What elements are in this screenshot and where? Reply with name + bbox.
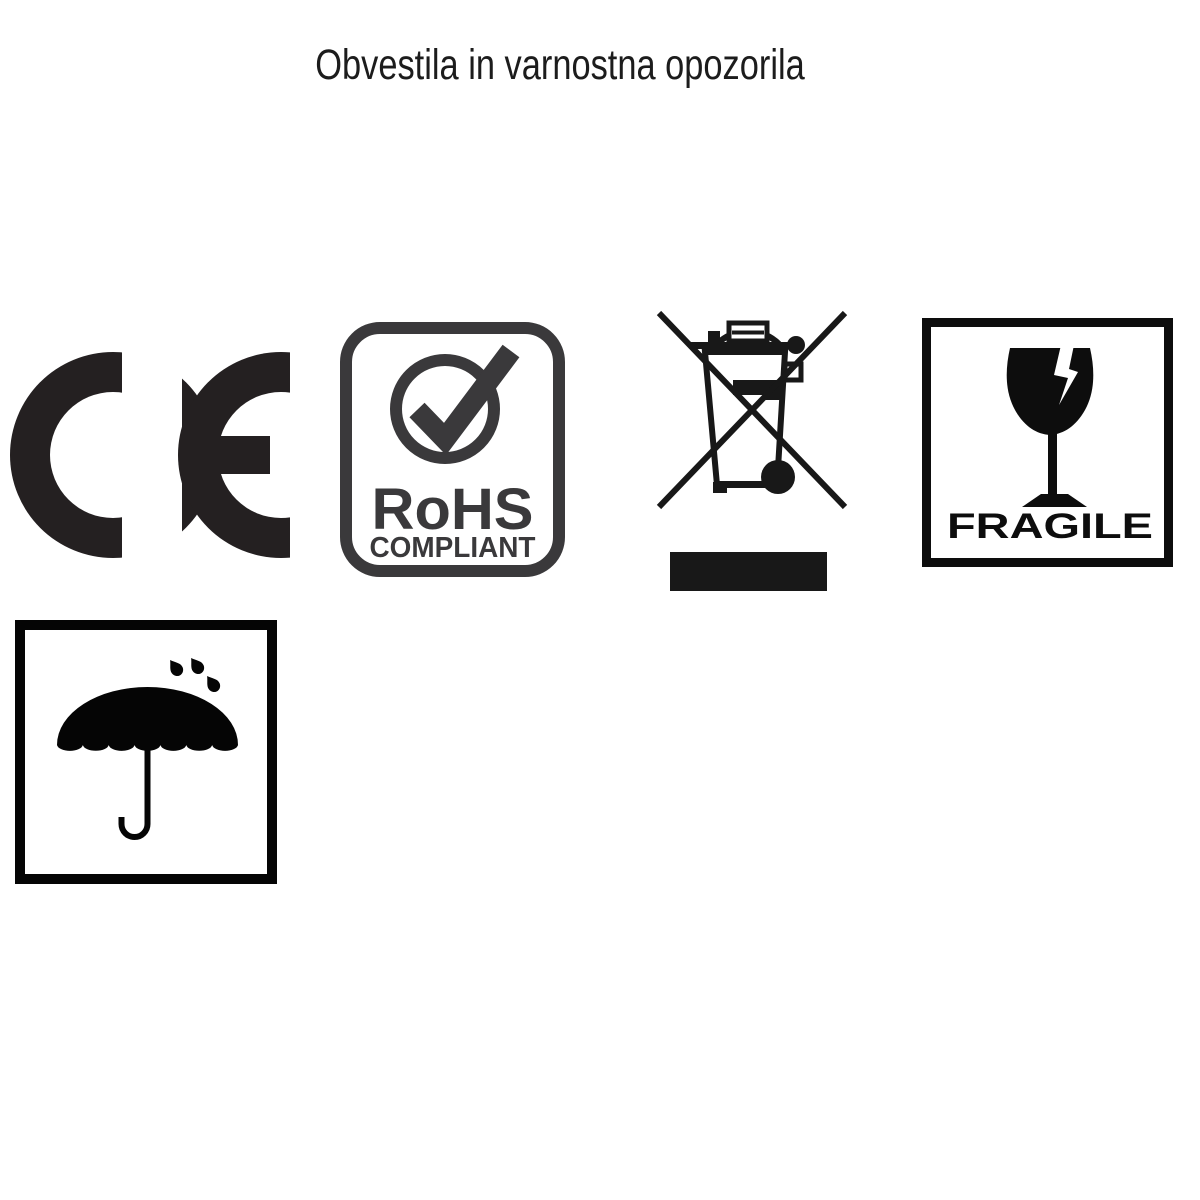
raindrop-icon [186,654,207,676]
raindrop-icon [165,656,186,678]
weee-bottom-bar [670,552,827,591]
umbrella-handle [122,740,148,837]
rohs-subtitle: COMPLIANT [369,532,536,564]
weee-crossed-out-bin-icon [655,300,850,600]
rohs-compliant-badge-icon [340,322,565,577]
raindrops [165,654,223,694]
weee-wheel [761,460,795,494]
fragile-broken-glass-icon [922,318,1173,567]
weee-lid-line [691,342,798,349]
weee-foot [713,482,727,493]
rohs-title: RoHS [371,477,534,542]
weee-left-handle [708,331,720,350]
raindrop-icon [202,672,223,694]
fragile-glass-stem [1048,431,1057,497]
keep-dry-umbrella-icon [15,620,277,884]
ce-mark-icon [10,352,290,558]
ce-letter-e [178,352,290,558]
fragile-label: FRAGILE [947,507,1153,546]
page-title: Obvestila in varnostna opozorila [315,41,805,89]
weee-lid-knob [787,336,805,354]
